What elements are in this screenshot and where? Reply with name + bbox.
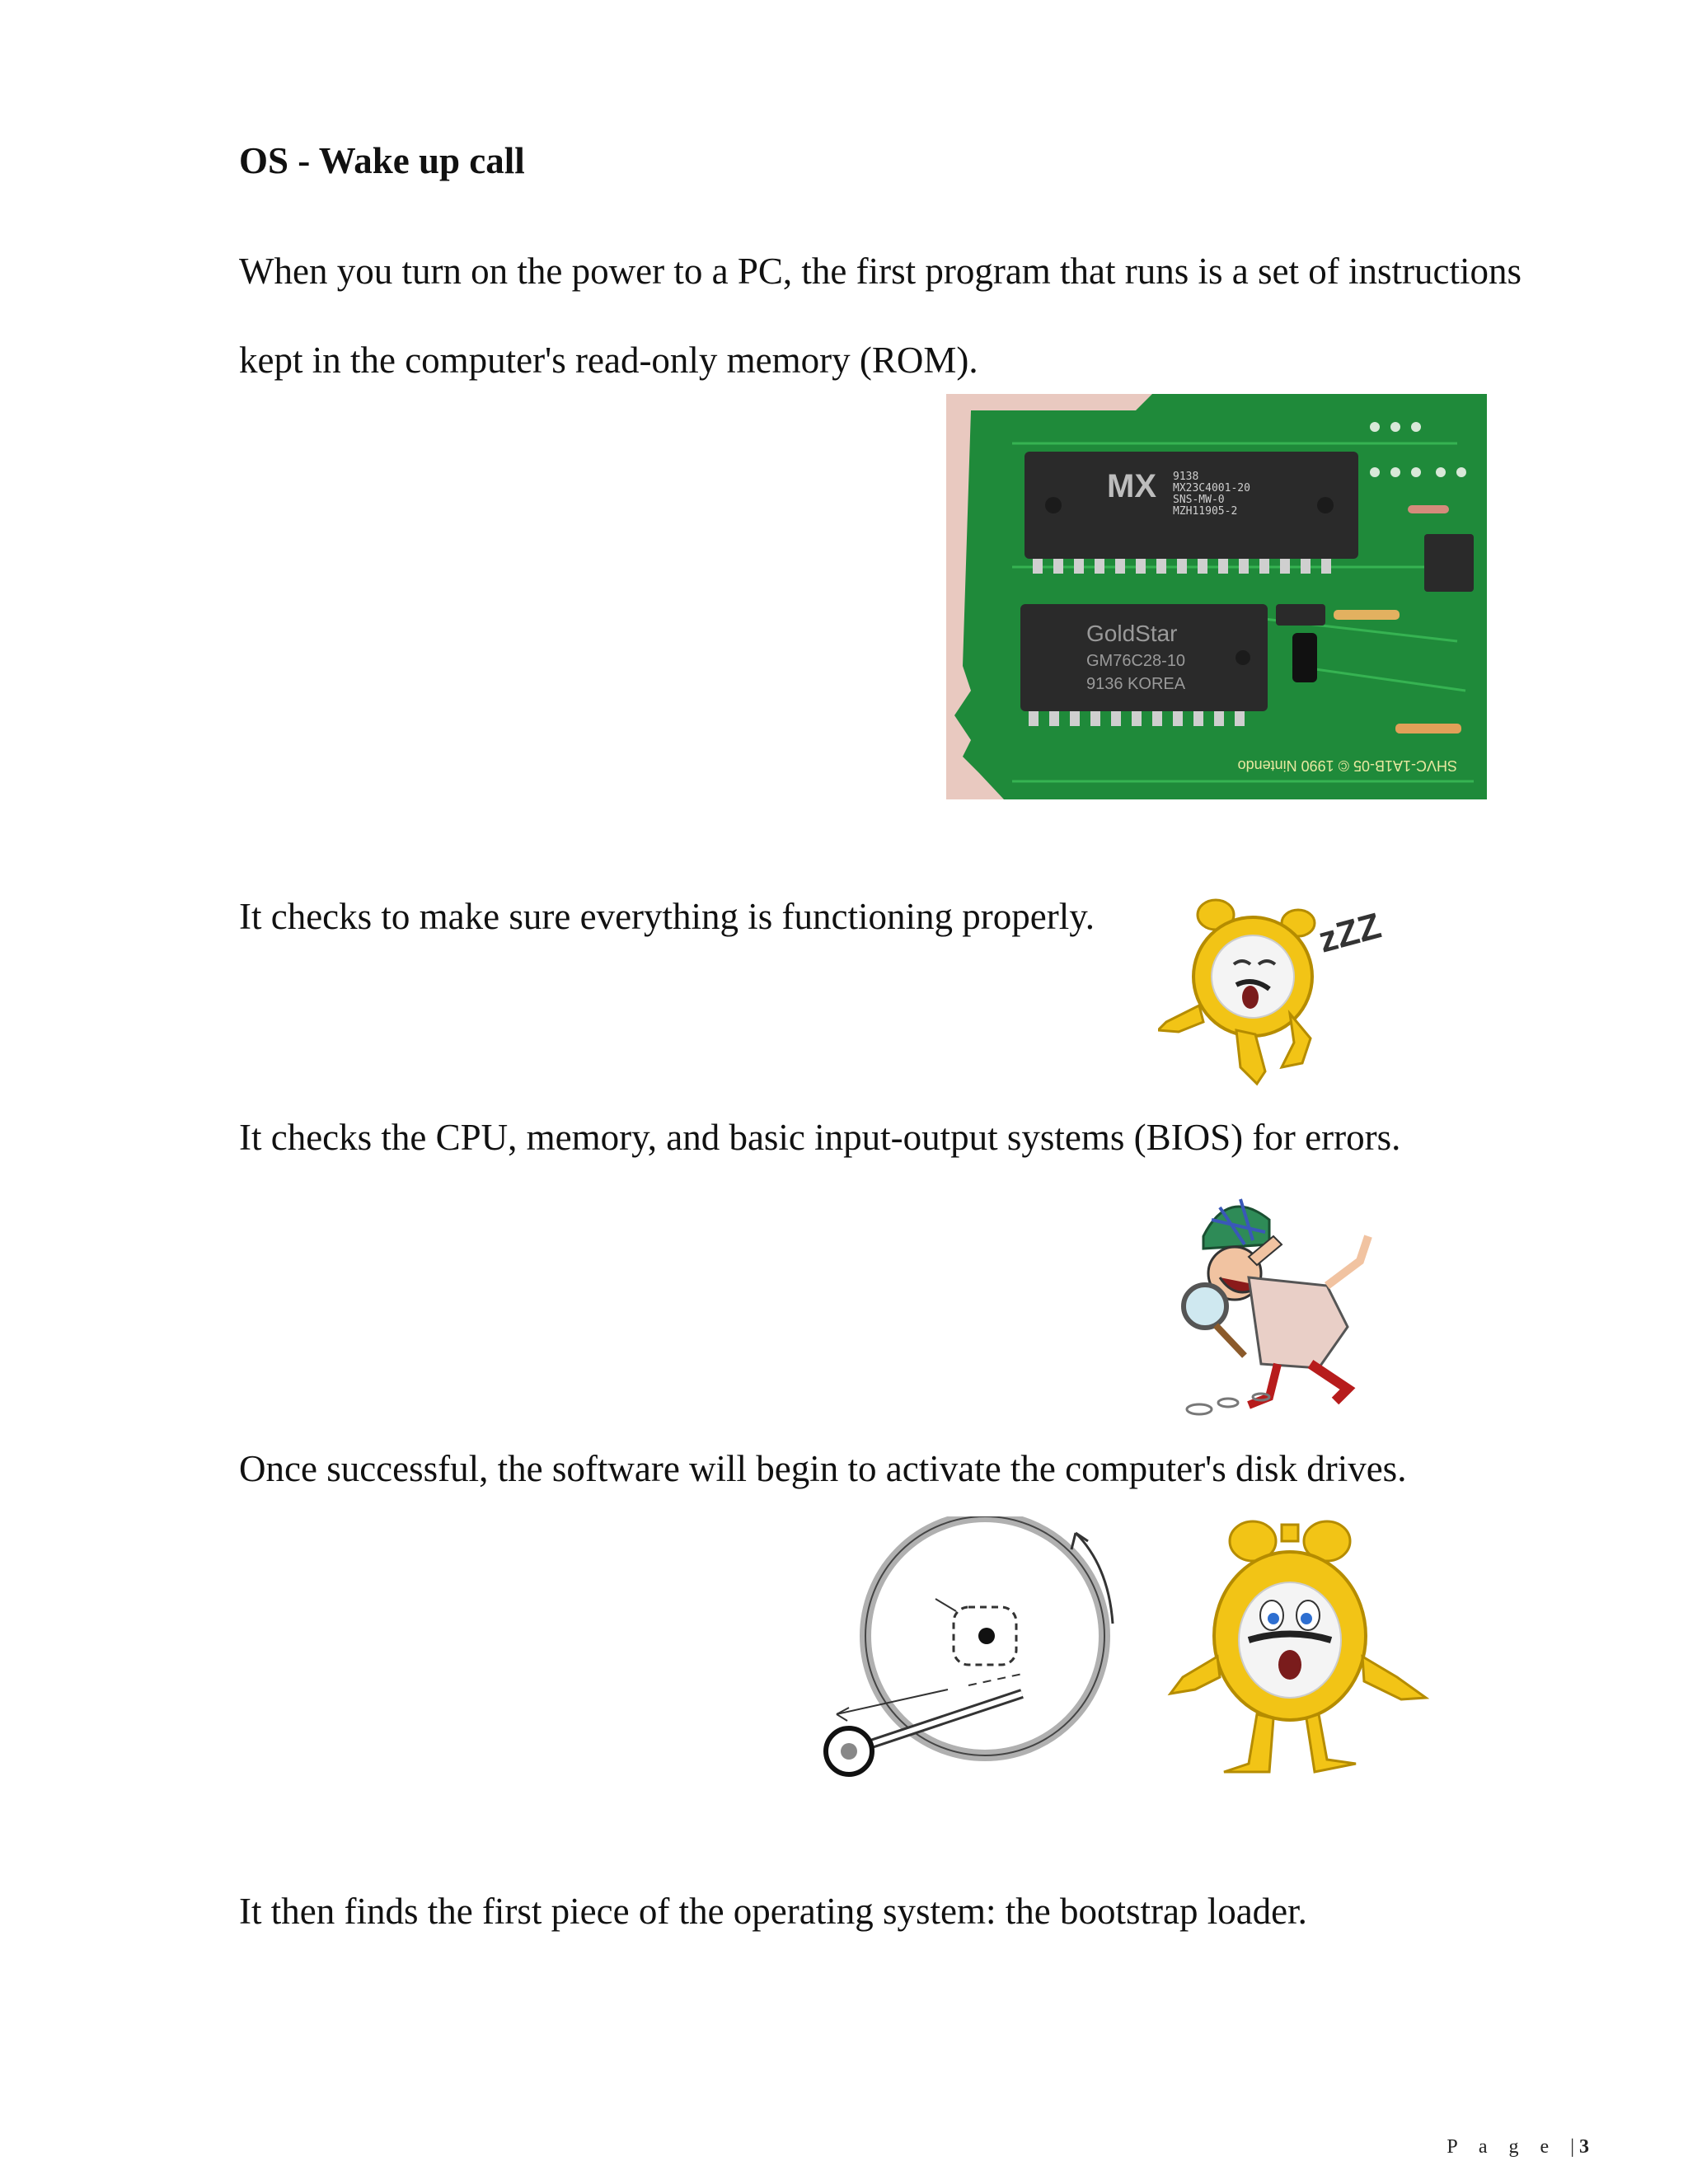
chip1-brand: MX: [1107, 468, 1156, 504]
page-label: P a g e: [1447, 2136, 1558, 2158]
page-number: 3: [1579, 2136, 1589, 2158]
disk-drive-diagram: [820, 1516, 1125, 1780]
page-footer: [1447, 2136, 1589, 2158]
chip2-line1: GM76C28-10: [1086, 652, 1186, 670]
paragraph-intro-line2: kept in the computer's read-only memory (ROM).: [239, 340, 978, 381]
chip1-line2: MX23C4001-20: [1173, 482, 1250, 494]
detective-magnifier-icon: [1170, 1187, 1401, 1418]
sleep-zzz-text: zZZ: [1314, 905, 1386, 961]
chip1-line4: MZH11905-2: [1173, 505, 1238, 518]
chip2-line2: 9136 KOREA: [1086, 675, 1186, 693]
page-title: OS - Wake up call: [239, 140, 525, 181]
sleeping-alarm-clock-icon: [1158, 898, 1397, 1088]
paragraph-disk-drives: Once successful, the software will begin to activate the computer's disk drives.: [239, 1448, 1407, 1489]
paragraph-intro-line1: When you turn on the power to a PC, the first program that runs is a set of instructions: [239, 251, 1522, 292]
rom-circuit-board-image: [946, 394, 1487, 799]
paragraph-checks-cpu-bios: It checks the CPU, memory, and basic input-output systems (BIOS) for errors.: [239, 1117, 1401, 1158]
chip2-brand: GoldStar: [1086, 621, 1178, 646]
chip1-line3: SNS-MW-0: [1173, 494, 1225, 506]
paragraph-checks-functioning: It checks to make sure everything is functioning properly.: [239, 896, 1095, 937]
awake-alarm-clock-icon: [1166, 1516, 1438, 1780]
board-label: SHVC-1A1B-05 © 1990 Nintendo: [1237, 757, 1457, 774]
page-separator: |: [1570, 2136, 1574, 2158]
paragraph-bootstrap-loader: It then finds the first piece of the operating system: the bootstrap loader.: [239, 1891, 1307, 1932]
chip1-line1: 9138: [1173, 471, 1199, 483]
